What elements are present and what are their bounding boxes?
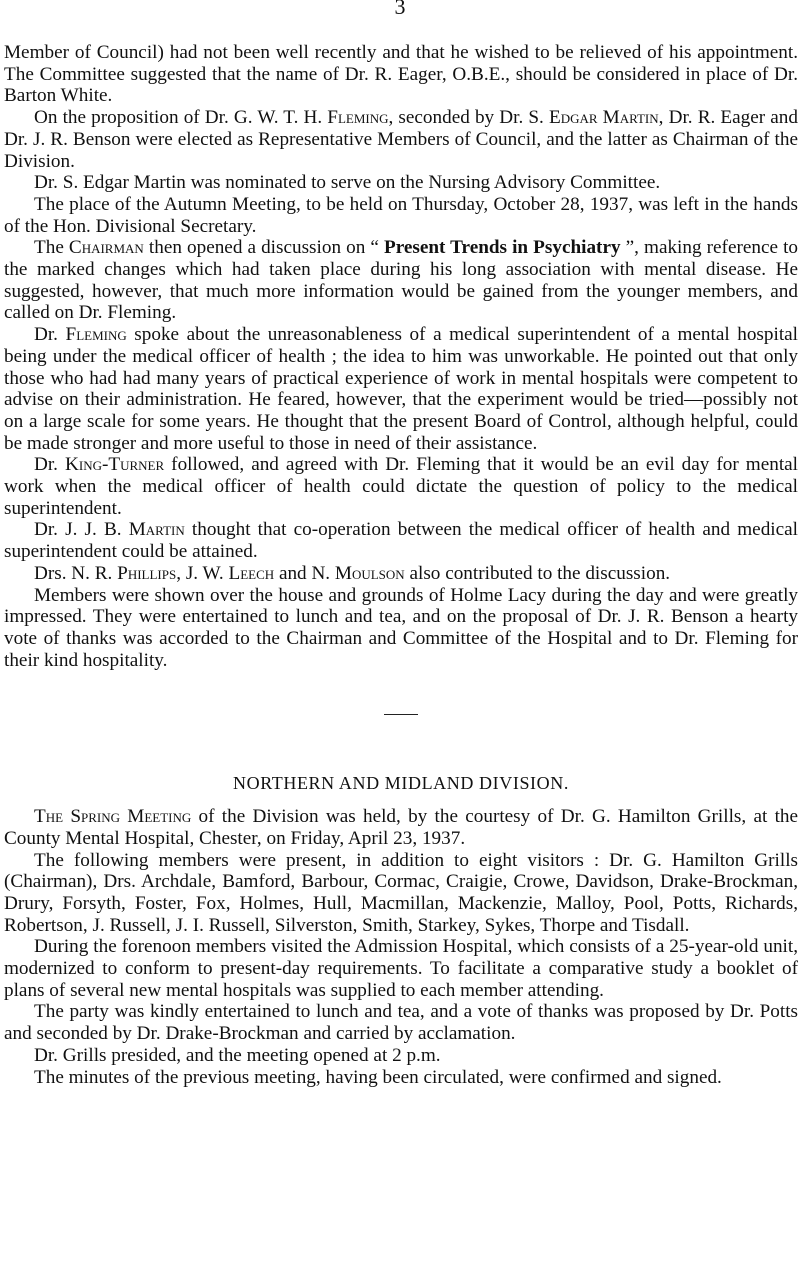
paragraph: The following members were present, in addition to eight visitors : Dr. G. Hamilton Grills (Chairman), Drs. Archdale, Bamford, Barbour, Cormac, Craigie, Crowe, Davidson, Drake-Brockman, Drury, Forsyth, Foster, Fox, Holmes, Hull, Macmillan, Mackenzie, Malloy, Pool, Potts, Richards, Robertson, J. Russell, J. I. Russell, Silverston, Smith, Starkey, Sykes, Thorpe and Tisdall. bbox=[4, 849, 798, 936]
paragraph: Dr. J. J. B. Martin thought that co-operation between the medical officer of health and medical superintendent could be attained. bbox=[4, 519, 798, 563]
paragraph: Drs. N. R. Phillips, J. W. Leech and N. Moulson also contributed to the discussion. bbox=[34, 562, 671, 584]
paragraph: The Spring Meeting of the Division was held, by the courtesy of Dr. G. Hamilton Grills, at the County Mental Hospital, Chester, on Friday, April 23, 1937. bbox=[4, 806, 799, 849]
paragraph: Dr. Grills presided, and the meeting opened at 2 p.m. bbox=[34, 1044, 441, 1066]
person-name: Fleming bbox=[327, 107, 389, 129]
person-name: Fleming bbox=[65, 324, 127, 346]
person-name: Martin bbox=[128, 519, 185, 541]
meeting-name: The Spring Meeting bbox=[34, 806, 192, 828]
page-number: 3 bbox=[394, 0, 406, 19]
person-name: Chairman bbox=[68, 237, 144, 259]
paragraph: Dr. King-Turner followed, and agreed with Dr. Fleming that it would be an evil day for mental work when the medical officer of health could dictate the question of policy to the medical superintendent. bbox=[4, 454, 799, 519]
discussion-title: Present Trends in Psychiatry bbox=[383, 237, 621, 259]
paragraph: Dr. Fleming spoke about the unreasonableness of a medical superintendent of a mental hospital being under the medical officer of health ; the idea to him was unworkable. He pointed out that only those who had had many years of practical experience of work in mental hospitals were competent to advise on their administration. He feared, however, that the experiment would be tried—possibly not on a large scale for some years. He thought that the present Board of Control, although helpful, could be made stronger and more useful to those in need of their assistance. bbox=[4, 324, 798, 454]
section-heading: NORTHERN AND MIDLAND DIVISION. bbox=[233, 773, 569, 794]
person-name: Leech bbox=[228, 562, 275, 584]
paragraph: The minutes of the previous meeting, having been circulated, were confirmed and signed. bbox=[34, 1066, 722, 1088]
person-name: King-Turner bbox=[65, 454, 165, 476]
paragraph: The place of the Autumn Meeting, to be held on Thursday, October 28, 1937, was left in the hands of the Hon. Divisional Secretary. bbox=[4, 193, 798, 237]
person-name: Moulson bbox=[334, 562, 405, 584]
paragraph: Member of Council) had not been well recently and that he wished to be relieved of his appointment. The Committee suggested that the name of Dr. R. Eager, O.B.E., should be considered in place of Dr. Barton White. bbox=[4, 42, 798, 107]
paragraph: The party was kindly entertained to lunch and tea, and a vote of thanks was proposed by Dr. Potts and seconded by Dr. Drake-Brockman and carried by acclamation. bbox=[4, 1001, 798, 1045]
paragraph: Members were shown over the house and grounds of Holme Lacy during the day and were greatly impressed. They were entertained to lunch and tea, and on the proposal of Dr. J. R. Benson a hearty vote of thanks was accorded to the Chairman and Committee of the Hospital and to Dr. Fleming for their kind hospitality. bbox=[4, 584, 798, 671]
text-column bbox=[4, 42, 798, 1088]
person-name: Phillips bbox=[117, 562, 177, 584]
paragraph: Dr. S. Edgar Martin was nominated to serve on the Nursing Advisory Committee. bbox=[34, 172, 661, 194]
paragraph: During the forenoon members visited the Admission Hospital, which consists of a 25-year-old unit, modernized to conform to present-day requirements. To facilitate a comparative study a booklet of plans of several new mental hospitals was supplied to each member attending. bbox=[4, 936, 798, 1001]
paragraph: The Chairman then opened a discussion on “ Present Trends in Psychiatry ”, making reference to the marked changes which had taken place during his long association with mental disease. He suggested, however, that much more information would be gained from the younger members, and called on Dr. Fleming. bbox=[4, 237, 798, 324]
section-divider bbox=[384, 714, 418, 715]
paragraph: On the proposition of Dr. G. W. T. H. Fleming, seconded by Dr. S. Edgar Martin, Dr. R. Eager and Dr. J. R. Benson were elected as Representative Members of Council, and the latter as Chairman of the Division. bbox=[4, 107, 798, 172]
person-name: Edgar Martin bbox=[548, 107, 659, 129]
